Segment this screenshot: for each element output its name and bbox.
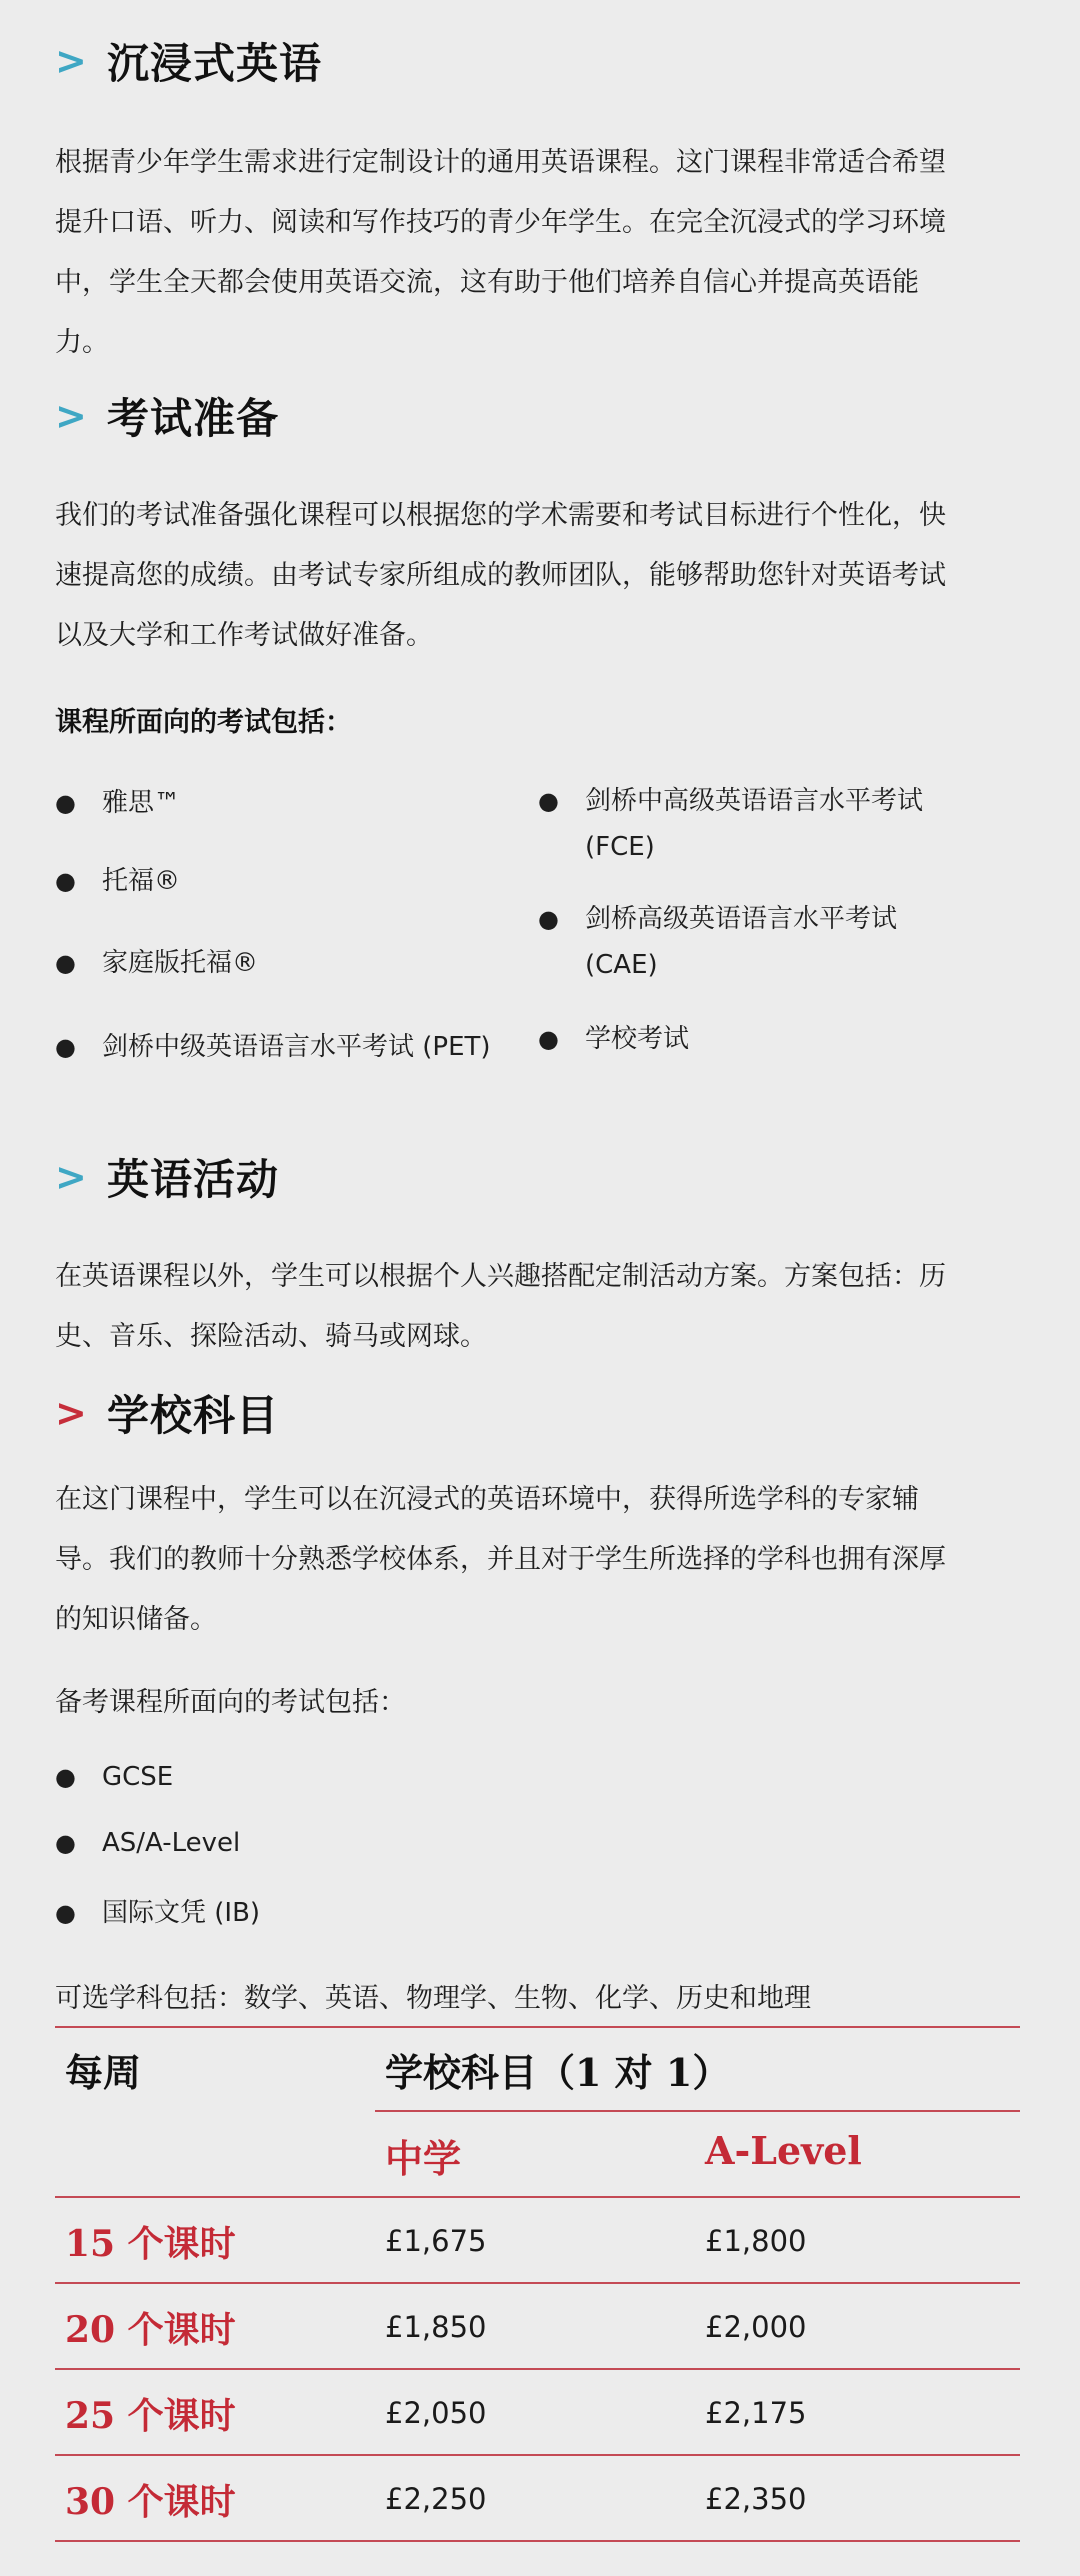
table-rule [55,2454,1020,2456]
list-item-text: 托福® [102,866,181,896]
paragraph-line: 力。 [55,327,109,358]
section-paragraph-school-subjects [55,1470,1015,1650]
list-item [55,1890,260,1936]
section-heading-immersion [55,26,322,96]
sub-header-middle-school: 中学 [385,2136,462,2181]
list-item [538,896,897,988]
table-row-label: 25 个课时 [65,2395,236,2437]
table-cell: £2,050 [385,2396,487,2430]
list-item [55,858,180,904]
paragraph-line: 在英语课程以外，学生可以根据个人兴趣搭配定制活动方案。方案包括：历 [55,1261,946,1292]
table-rule [55,2026,1020,2028]
heading-text: 考试准备 [107,394,280,443]
paragraph-line: 速提高您的成绩。由考试专家所组成的教师团队，能够帮助您针对英语考试 [55,560,946,591]
exams-title: 备考课程所面向的考试包括： [55,1687,406,1718]
list-item-text: 学校考试 [585,1024,690,1054]
sub-header-a-level: A-Level [705,2128,862,2173]
list-item-text: 剑桥中高级英语语言水平考试 (FCE) [585,786,924,862]
chevron-right-icon: > [55,1155,87,1199]
section-paragraph-activities [55,1247,1015,1367]
list-item [538,1016,689,1062]
bullet-icon: ● [538,787,559,815]
bullet-icon: ● [55,1829,76,1857]
column-header-week: 每周 [65,2050,142,2095]
table-cell: £2,000 [705,2310,807,2344]
heading-text: 沉浸式英语 [107,39,323,88]
chevron-right-icon: > [55,1391,87,1435]
bullet-icon: ● [538,1025,559,1053]
table-rule [55,2368,1020,2370]
section-heading-school-subjects [55,1378,279,1448]
heading-text: 英语活动 [107,1155,280,1204]
bullet-icon: ● [55,1899,76,1927]
table-rule [55,2196,1020,2198]
subjects-line: 可选学科包括：数学、英语、物理学、生物、化学、历史和地理 [55,1983,811,2014]
table-cell: £1,675 [385,2224,487,2258]
list-item [55,940,258,986]
bullet-icon: ● [55,867,76,895]
paragraph-line: 史、音乐、探险活动、骑马或网球。 [55,1321,487,1352]
list-item-text: 剑桥中级英语语言水平考试 (PET) [102,1032,491,1062]
paragraph-line: 在这门课程中，学生可以在沉浸式的英语环境中，获得所选学科的专家辅 [55,1484,919,1515]
section-paragraph-exam-prep [55,486,1015,666]
list-item [55,780,180,826]
table-cell: £1,850 [385,2310,487,2344]
paragraph-line: 以及大学和工作考试做好准备。 [55,620,433,651]
paragraph-line: 提升口语、听力、阅读和写作技巧的青少年学生。在完全沉浸式的学习环境 [55,207,946,238]
list-item [55,1820,240,1866]
paragraph-line: 的知识储备。 [55,1604,217,1635]
paragraph-line: 根据青少年学生需求进行定制设计的通用英语课程。这门课程非常适合希望 [55,147,946,178]
list-item [55,1024,491,1070]
bullet-icon: ● [55,1033,76,1061]
table-rule [55,2540,1020,2542]
section-heading-exam-prep [55,381,279,451]
section-heading-activities [55,1142,279,1212]
bullet-icon: ● [55,1763,76,1791]
bullet-icon: ● [55,949,76,977]
paragraph-line: 我们的考试准备强化课程可以根据您的学术需要和考试目标进行个性化，快 [55,500,946,531]
table-rule [55,2282,1020,2284]
table-cell: £2,350 [705,2482,807,2516]
table-row-label: 15 个课时 [65,2223,236,2265]
exams-title: 课程所面向的考试包括： [55,707,352,738]
list-item [55,1754,173,1800]
bullet-icon: ● [538,905,559,933]
list-item [538,778,923,870]
list-item-text: 家庭版托福® [102,948,259,978]
chevron-right-icon: > [55,39,87,83]
list-item-text: GCSE [102,1762,174,1792]
list-item-text: 国际文凭 (IB) [102,1898,261,1928]
section-paragraph-immersion [55,133,1015,373]
list-item-text: 剑桥高级英语语言水平考试 (CAE) [585,904,898,980]
list-item-text: 雅思™ [102,788,181,818]
bullet-icon: ● [55,789,76,817]
column-header-group: 学校科目（1 对 1） [385,2050,731,2095]
table-rule [375,2110,1020,2112]
list-item-text: AS/A-Level [102,1828,241,1858]
table-cell: £2,175 [705,2396,807,2430]
chevron-right-icon: > [55,394,87,438]
table-cell: £2,250 [385,2482,487,2516]
table-row-label: 30 个课时 [65,2481,236,2523]
heading-text: 学校科目 [107,1391,280,1440]
table-row-label: 20 个课时 [65,2309,236,2351]
table-cell: £1,800 [705,2224,807,2258]
paragraph-line: 中，学生全天都会使用英语交流，这有助于他们培养自信心并提高英语能 [55,267,919,298]
paragraph-line: 导。我们的教师十分熟悉学校体系，并且对于学生所选择的学科也拥有深厚 [55,1544,946,1575]
